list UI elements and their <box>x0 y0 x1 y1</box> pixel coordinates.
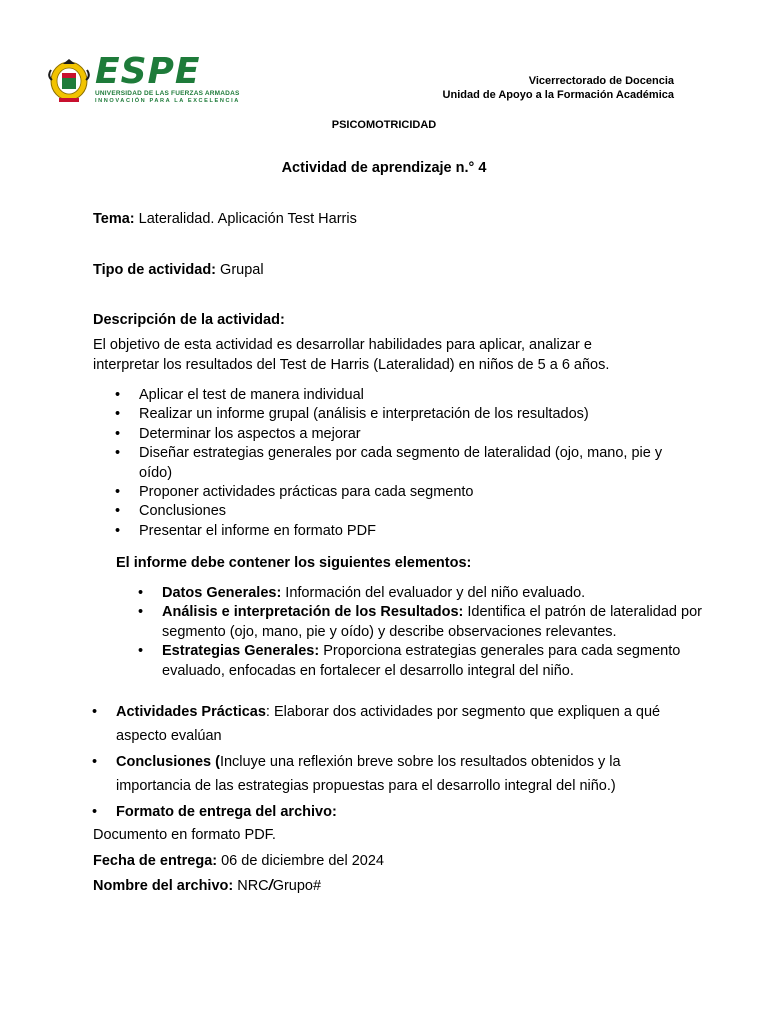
list-item <box>115 386 699 405</box>
brand-block <box>95 51 240 104</box>
tema-line <box>93 210 357 229</box>
list-item-text: Conclusiones <box>139 503 227 520</box>
list-item <box>92 800 686 824</box>
informe-heading: El informe debe contener los siguientes elementos: <box>116 555 472 571</box>
list-item-text: Proponer actividades prácticas para cada segmento <box>139 484 474 501</box>
tipo-label: Tipo de actividad: <box>93 262 217 278</box>
list-item <box>92 700 686 748</box>
office-line-2: Unidad de Apoyo a la Formación Académica <box>442 89 674 101</box>
list-item <box>115 483 699 502</box>
list-item-text: Información del evaluador y del niño evaluado. <box>281 585 586 601</box>
extra-list <box>92 700 686 826</box>
tema-label: Tema: <box>93 211 135 227</box>
informe-elements-list <box>138 584 702 681</box>
bullet-icon: • <box>115 445 121 462</box>
list-item-text: Determinar los aspectos a mejorar <box>139 425 361 442</box>
list-item-text: Presentar el informe en formato PDF <box>139 522 376 539</box>
office-header <box>443 74 674 102</box>
bullet-icon: • <box>138 643 144 660</box>
formato-line: Documento en formato PDF. <box>93 827 276 843</box>
list-item <box>115 425 699 444</box>
task-list <box>115 386 699 541</box>
bullet-icon: • <box>92 704 98 720</box>
bullet-icon: • <box>115 406 121 423</box>
nombre-line <box>93 877 321 896</box>
subject-title: PSICOMOTRICIDAD <box>331 119 437 131</box>
descripcion-line-2: interpretar los resultados del Test de Harris (Lateralidad) en niños de 5 a 6 años. <box>93 357 610 373</box>
nombre-value-part2: Grupo# <box>272 878 322 894</box>
descripcion-label: Descripción de la actividad: <box>93 312 285 328</box>
fecha-value: 06 de diciembre del 2024 <box>217 853 384 869</box>
list-item-text: Aplicar el test de manera individual <box>139 387 364 403</box>
list-item <box>115 405 699 424</box>
list-item-text: Proporciona estrategias generales para cada segmento evaluado, enfocadas en fortalecer el desarrollo integral del niño. <box>162 643 681 679</box>
list-item-text: Realizar un informe grupal (análisis e interpretación de los resultados) <box>139 406 589 423</box>
bullet-icon: • <box>92 754 98 770</box>
bullet-icon: • <box>138 604 144 621</box>
list-item <box>138 603 702 642</box>
nombre-value-slash: / <box>268 878 273 894</box>
list-item-text: : Elaborar dos actividades por segmento que expliquen a qué aspecto evalúan <box>116 704 661 744</box>
bullet-icon: • <box>115 522 121 539</box>
nombre-value-part1: NRC <box>233 878 269 894</box>
bullet-icon: • <box>115 425 121 442</box>
list-item <box>138 584 702 603</box>
descripcion-line-1: El objetivo de esta actividad es desarrollar habilidades para aplicar, analizar e <box>93 337 592 353</box>
list-item-text: Diseñar estrategias generales por cada segmento de lateralidad (ojo, mano, pie y oído) <box>139 445 663 481</box>
office-line-1: Vicerrectorado de Docencia <box>528 75 674 87</box>
list-item-text: Incluye una reflexión breve sobre los resultados obtenidos y la importancia de las estrategias propuestas para el desarrollo integral del niño.) <box>116 754 621 794</box>
fecha-label: Fecha de entrega: <box>93 853 218 869</box>
espe-logo <box>45 51 240 106</box>
list-item-label: Estrategias Generales: <box>162 643 320 660</box>
list-item <box>115 522 699 541</box>
bullet-icon: • <box>92 804 98 820</box>
activity-title: Actividad de aprendizaje n.° 4 <box>281 160 487 176</box>
list-item <box>138 642 702 681</box>
tipo-line <box>93 261 264 280</box>
list-item-text: Identifica el patrón de lateralidad por segmento (ojo, mano, pie y oído) y describe observaciones relevantes. <box>162 604 702 640</box>
list-item-label: Datos Generales: <box>162 585 282 601</box>
bullet-icon: • <box>115 503 121 520</box>
tema-value: Lateralidad. Aplicación Test Harris <box>134 211 357 227</box>
list-item-label: Actividades Prácticas <box>116 704 266 720</box>
nombre-label: Nombre del archivo: <box>93 878 234 894</box>
list-item <box>115 444 669 483</box>
fecha-line <box>93 852 384 871</box>
university-crest-icon <box>45 56 93 104</box>
bullet-icon: • <box>115 484 121 501</box>
list-item-label: Conclusiones ( <box>116 754 220 770</box>
brand-motto: INNOVACIÓN PARA LA EXCELENCIA <box>95 98 240 104</box>
list-item <box>115 502 699 521</box>
list-item <box>92 750 686 798</box>
brand-name: ESPE <box>95 51 201 92</box>
list-item-label: Formato de entrega del archivo: <box>116 804 337 820</box>
bullet-icon: • <box>138 585 144 601</box>
brand-subtitle: UNIVERSIDAD DE LAS FUERZAS ARMADAS <box>95 90 240 97</box>
tipo-value: Grupal <box>216 262 264 278</box>
bullet-icon: • <box>115 387 121 403</box>
list-item-label: Análisis e interpretación de los Resultados: <box>162 604 464 621</box>
